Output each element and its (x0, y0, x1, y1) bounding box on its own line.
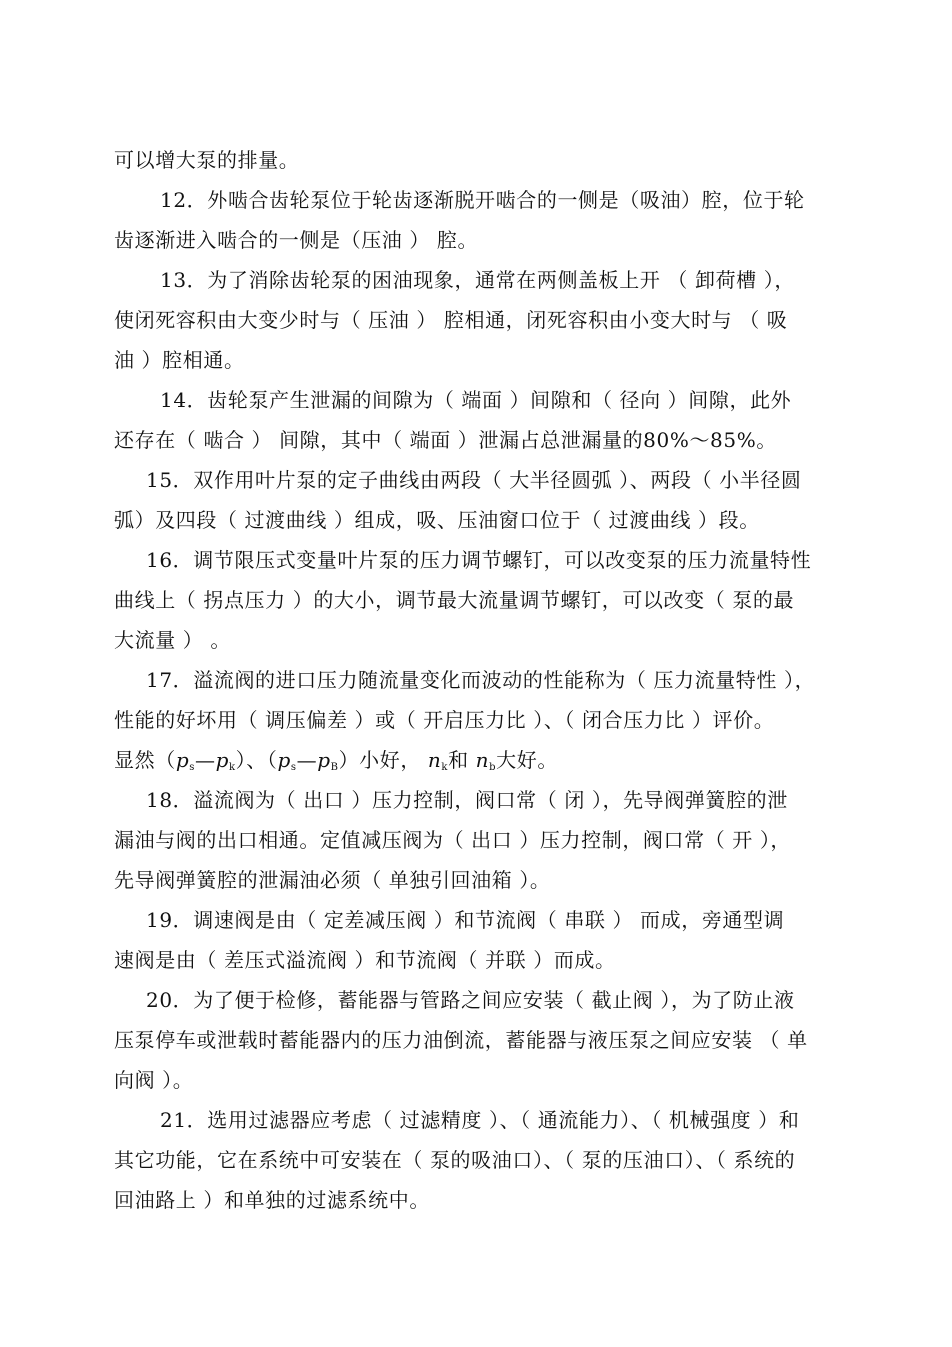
item-21-line: 21．选用过滤器应考虑（ 过滤精度 ）、（ 通流能力）、（ 机械强度 ）和 (160, 1108, 800, 1132)
formula-sub-b2: b (489, 762, 497, 773)
text-line: 向阀 ）。 (114, 1068, 194, 1092)
formula-n2: n (475, 748, 490, 772)
formula-dash1: — (194, 748, 216, 772)
text-line: 漏油与阀的出口相通。定值减压阀为（ 出口 ）压力控制，阀口常（ 开 ）， (114, 828, 792, 852)
formula-p3: p (277, 748, 291, 772)
formula-sub-b1: B (330, 762, 339, 773)
item-14-line: 14．齿轮泵产生泄漏的间隙为（ 端面 ）间隙和（ 径向 ）间隙，此外 (160, 388, 792, 412)
formula-sub-k2: k (441, 762, 449, 773)
item-13-line: 13．为了消除齿轮泵的困油现象，通常在两侧盖板上开 （ 卸荷槽 ）， (160, 268, 795, 292)
formula-sub-s2: s (290, 762, 297, 773)
formula-p1: p (175, 748, 190, 772)
formula-sub-s1: s (189, 762, 195, 773)
text-line: 油 ）腔相通。 (114, 348, 245, 372)
item-20-line: 20．为了便于检修，蓄能器与管路之间应安装（ 截止阀 ），为了防止液 (146, 988, 795, 1012)
item-15-line: 15．双作用叶片泵的定子曲线由两段（ 大半径圆弧 ）、两段（ 小半径圆 (146, 468, 802, 492)
text-line: 齿逐渐进入啮合的一侧是（压油 ） 腔。 (114, 228, 479, 252)
text-line: 大流量 ） 。 (114, 628, 231, 652)
formula-sub-k1: k (228, 762, 236, 773)
item-18-line: 18．溢流阀为（ 出口 ）压力控制，阀口常（ 闭 ），先导阀弹簧腔的泄 (146, 788, 788, 812)
text-line: 其它功能，它在系统中可安装在（ 泵的吸油口）、（ 泵的压油口）、（ 系统的 (114, 1148, 796, 1172)
formula-suffix: 大好。 (496, 748, 558, 772)
text-line: 使闭死容积由大变少时与（ 压油 ） 腔相通，闭死容积由小变大时与 （ 吸 (114, 308, 788, 332)
text-line: 可以增大泵的排量。 (114, 148, 300, 172)
text-line: 曲线上（ 拐点压力 ）的大小，调节最大流量调节螺钉，可以改变（ 泵的最 (114, 588, 795, 612)
text-line: 压泵停车或泄载时蓄能器内的压力油倒流，蓄能器与液压泵之间应安装 （ 单 (114, 1028, 808, 1052)
formula-prefix: 显然（ (114, 748, 176, 772)
item-19-line: 19．调速阀是由（ 定差减压阀 ）和节流阀（ 串联 ） 而成，旁通型调 (146, 908, 785, 932)
text-line: 还存在（ 啮合 ） 间隙，其中（ 端面 ）泄漏占总泄漏量的80%～85%。 (114, 428, 777, 452)
text-line: 回油路上 ）和单独的过滤系统中。 (114, 1188, 430, 1212)
text-line: 性能的好坏用（ 调压偏差 ）或（ 开启压力比 ）、（ 闭合压力比 ）评价。 (114, 708, 775, 732)
formula-and: 和 (448, 748, 476, 772)
text-line: 速阀是由（ 差压式溢流阀 ）和节流阀（ 并联 ）而成。 (114, 948, 616, 972)
formula-mid: ）、（ (235, 748, 278, 772)
item-16-line: 16．调节限压式变量叶片泵的压力调节螺钉，可以改变泵的压力流量特性 (146, 548, 812, 572)
item-12-line: 12．外啮合齿轮泵位于轮齿逐渐脱开啮合的一侧是（吸油）腔，位于轮 (160, 188, 805, 212)
formula-dash2: — (296, 748, 318, 772)
formula-after: ）小好， (338, 748, 428, 772)
text-line: 弧）及四段（ 过渡曲线 ）组成，吸、压油窗口位于（ 过渡曲线 ）段。 (114, 508, 760, 532)
formula-n1: n (427, 748, 442, 772)
text-line: 先导阀弹簧腔的泄漏油必须（ 单独引回油箱 ）。 (114, 868, 551, 892)
formula-p2: p (215, 748, 229, 772)
formula-p4: p (317, 748, 331, 772)
item-17-line: 17．溢流阀的进口压力随流量变化而波动的性能称为（ 压力流量特性 ）， (146, 668, 816, 692)
